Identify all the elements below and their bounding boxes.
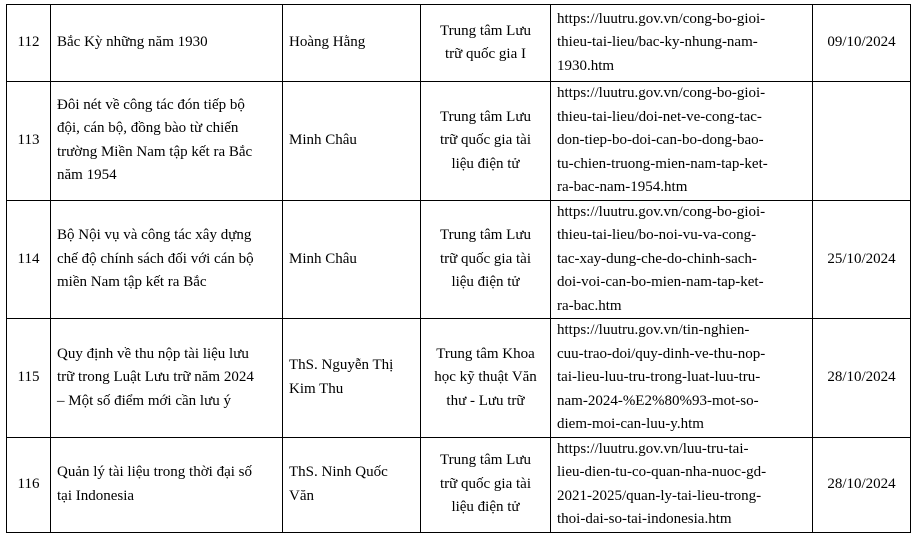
table-row xyxy=(7,5,911,82)
article-date: 28/10/2024 xyxy=(813,437,911,532)
article-link[interactable]: https://luutru.gov.vn/cong-bo-gioi- thieu-tai-lieu/doi-net-ve-cong-tac- don-tiep-bo-doi-can-bo-dong-bao- tu-chien-truong-mien-nam-tap-ket- ra-bac-nam-1954.htm xyxy=(551,82,813,201)
table-row xyxy=(7,82,911,201)
row-number: 114 xyxy=(7,200,51,319)
table-row xyxy=(7,437,911,532)
article-organization: Trung tâm Lưu trữ quốc gia tài liệu điện tử xyxy=(421,82,551,201)
article-organization: Trung tâm Khoa học kỹ thuật Văn thư - Lưu trữ xyxy=(421,319,551,438)
article-table xyxy=(6,4,911,533)
row-number: 112 xyxy=(7,5,51,82)
article-date: 25/10/2024 xyxy=(813,200,911,319)
article-link[interactable]: https://luutru.gov.vn/luu-tru-tai- lieu-dien-tu-co-quan-nha-nuoc-gd- 2021-2025/quan-ly-tai-lieu-trong- thoi-dai-so-tai-indonesia.htm xyxy=(551,437,813,532)
article-title: Quản lý tài liệu trong thời đại số tại Indonesia xyxy=(51,437,283,532)
article-title: Bộ Nội vụ và công tác xây dựng chế độ chính sách đối với cán bộ miền Nam tập kết ra Bắc xyxy=(51,200,283,319)
article-author: ThS. Ninh Quốc Văn xyxy=(283,437,421,532)
article-organization: Trung tâm Lưu trữ quốc gia tài liệu điện tử xyxy=(421,200,551,319)
table-row xyxy=(7,200,911,319)
article-link[interactable]: https://luutru.gov.vn/tin-nghien- cuu-trao-doi/quy-dinh-ve-thu-nop- tai-lieu-luu-tru-trong-luat-luu-tru- nam-2024-%E2%80%93-mot-so- diem-moi-can-luu-y.htm xyxy=(551,319,813,438)
row-number: 115 xyxy=(7,319,51,438)
table-row xyxy=(7,319,911,438)
article-title: Đôi nét về công tác đón tiếp bộ đội, cán bộ, đồng bào từ chiến trường Miền Nam tập kết ra Bắc năm 1954 xyxy=(51,82,283,201)
article-date: 28/10/2024 xyxy=(813,319,911,438)
article-organization: Trung tâm Lưu trữ quốc gia tài liệu điện tử xyxy=(421,437,551,532)
article-link[interactable]: https://luutru.gov.vn/cong-bo-gioi- thieu-tai-lieu/bac-ky-nhung-nam- 1930.htm xyxy=(551,5,813,82)
article-organization: Trung tâm Lưu trữ quốc gia I xyxy=(421,5,551,82)
article-author: Hoàng Hằng xyxy=(283,5,421,82)
article-date xyxy=(813,82,911,201)
article-author: ThS. Nguyễn Thị Kim Thu xyxy=(283,319,421,438)
row-number: 116 xyxy=(7,437,51,532)
article-author: Minh Châu xyxy=(283,200,421,319)
article-author: Minh Châu xyxy=(283,82,421,201)
article-date: 09/10/2024 xyxy=(813,5,911,82)
article-title: Quy định về thu nộp tài liệu lưu trữ trong Luật Lưu trữ năm 2024 – Một số điểm mới cần lưu ý xyxy=(51,319,283,438)
article-title: Bắc Kỳ những năm 1930 xyxy=(51,5,283,82)
row-number: 113 xyxy=(7,82,51,201)
article-link[interactable]: https://luutru.gov.vn/cong-bo-gioi- thieu-tai-lieu/bo-noi-vu-va-cong- tac-xay-dung-che-do-chinh-sach- doi-voi-can-bo-mien-nam-tap-ket- ra-bac.htm xyxy=(551,200,813,319)
